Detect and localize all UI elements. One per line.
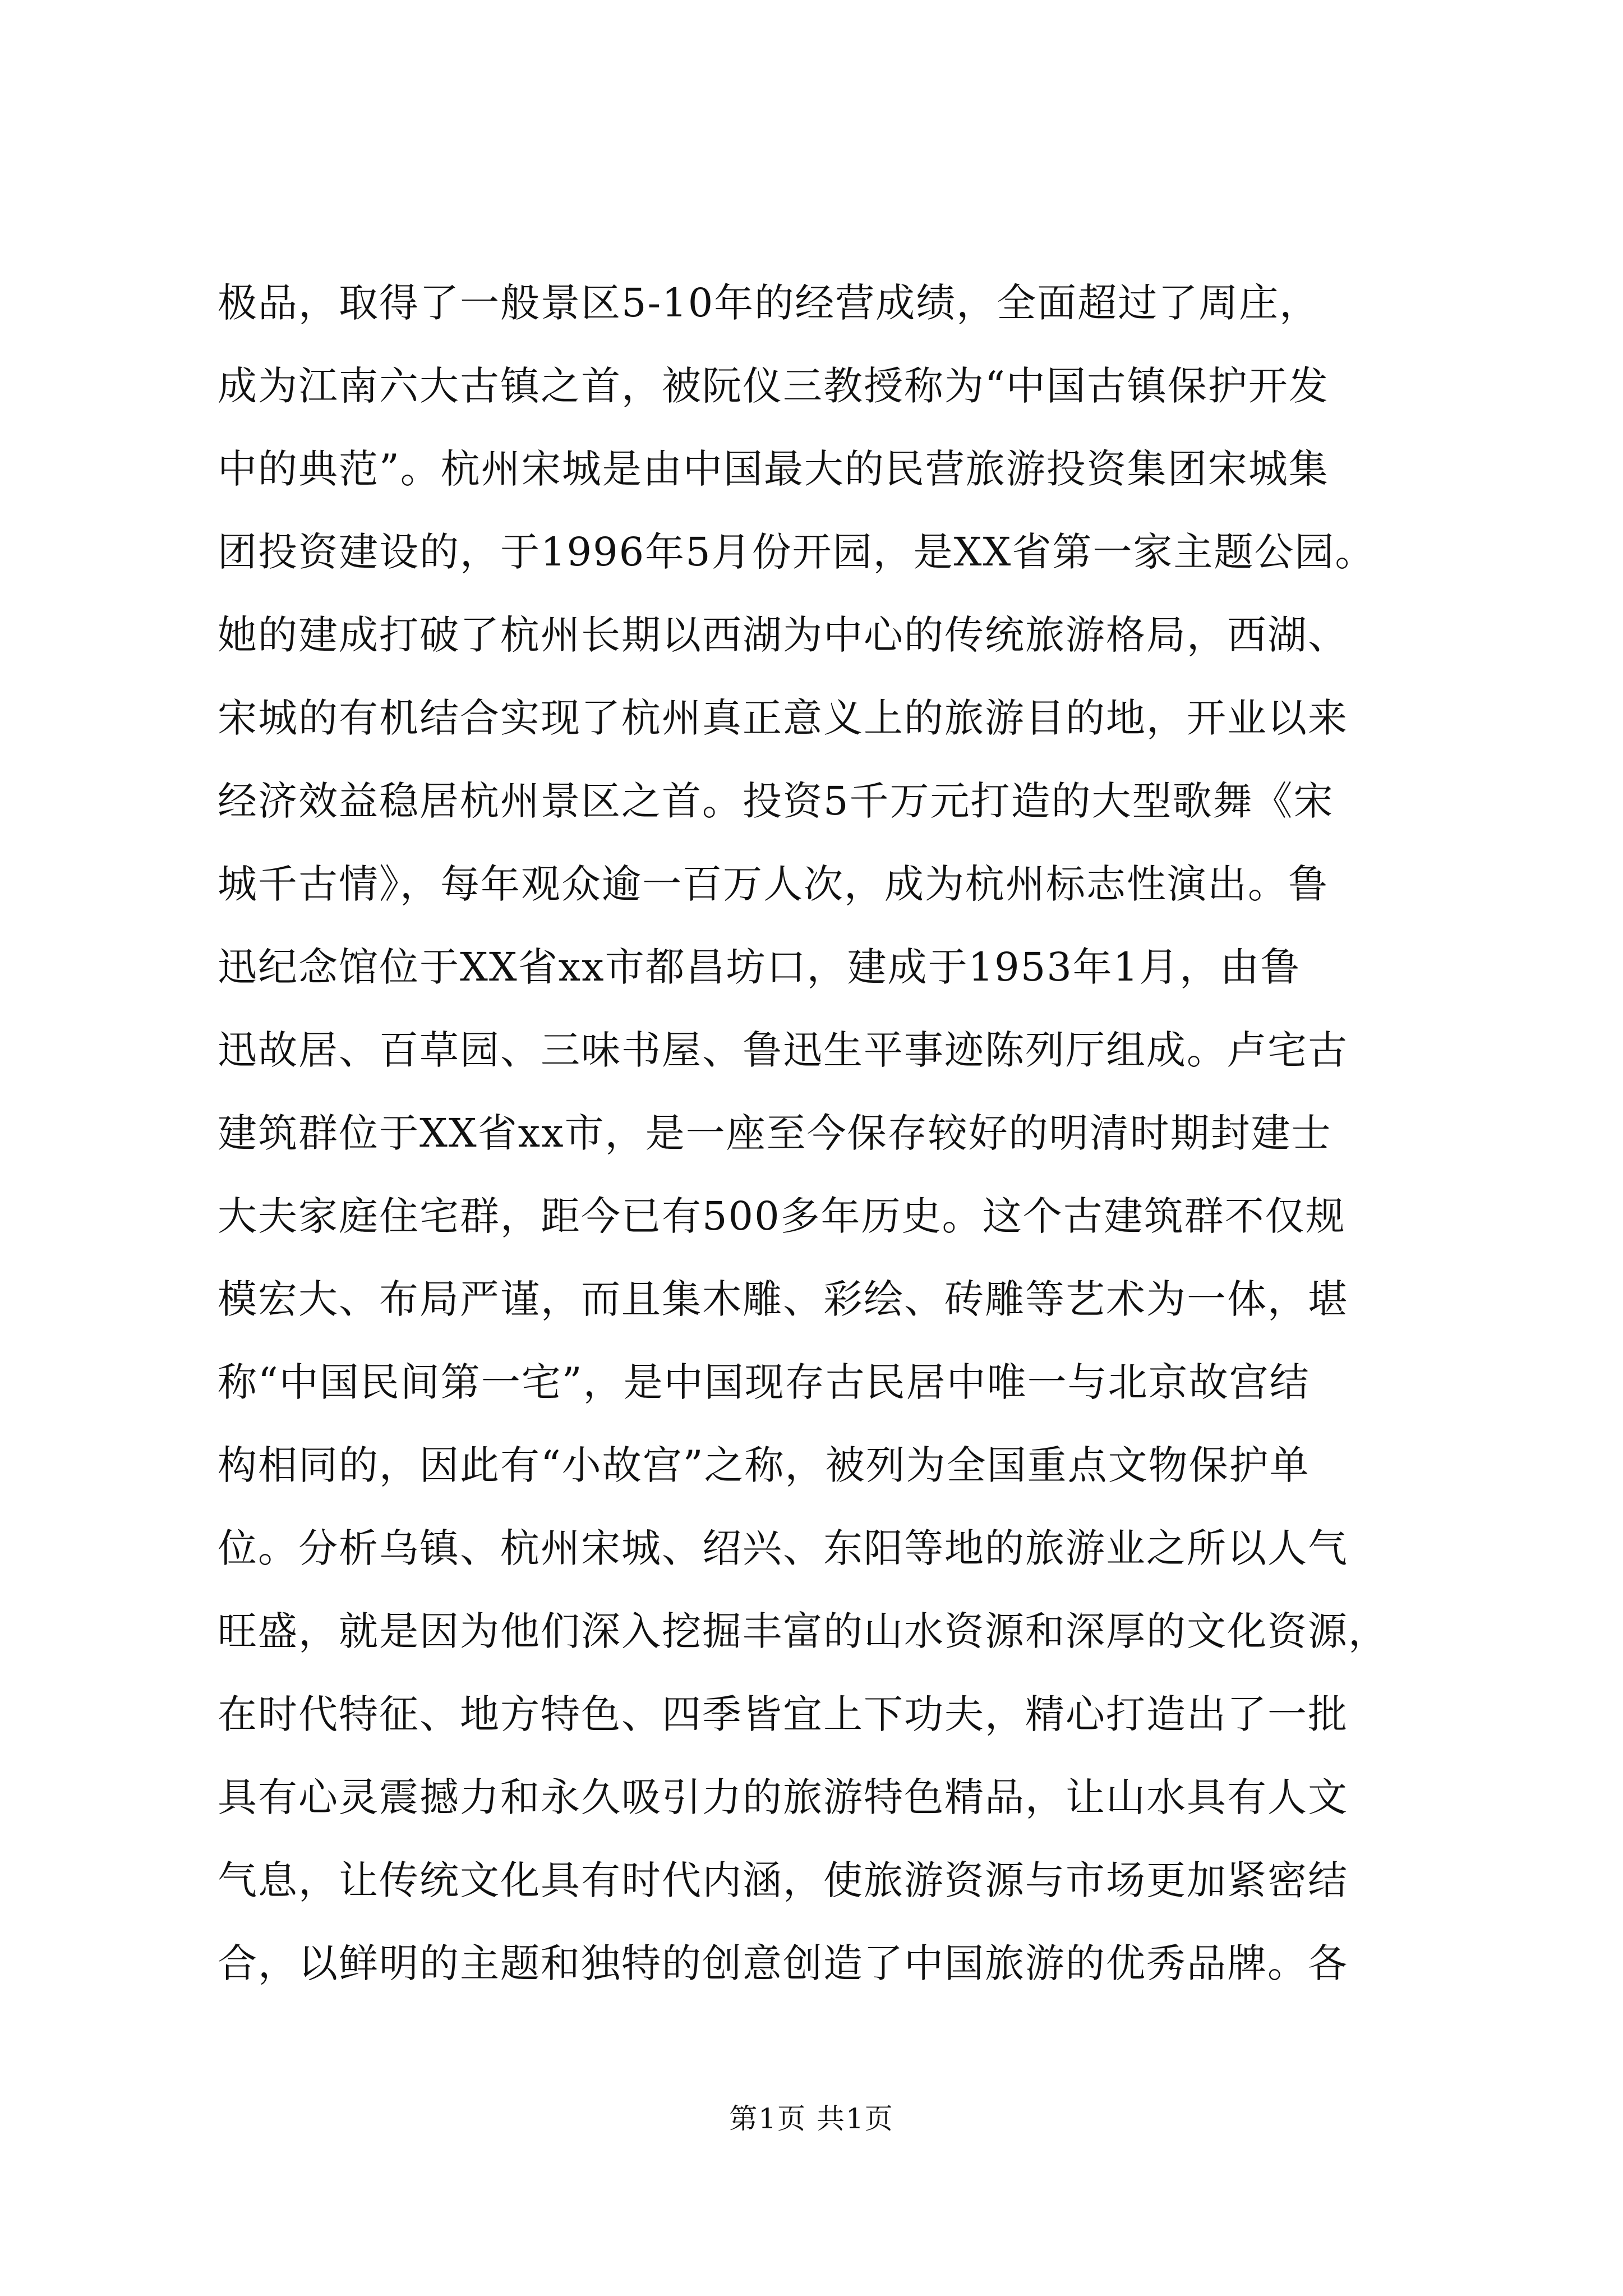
text-line: 旺盛，就是因为他们深入挖掘丰富的山水资源和深厚的文化资源， [218, 1608, 1389, 1654]
text-line: 称“中国民间第一宅”，是中国现存古民居中唯一与北京故宫结 [218, 1359, 1310, 1405]
text-line: 构相同的，因此有“小故宫”之称，被列为全国重点文物保护单 [218, 1442, 1310, 1488]
text-line: 建筑群位于XX省xx市，是一座至今保存较好的明清时期封建士 [218, 1110, 1332, 1156]
text-line: 位。分析乌镇、杭州宋城、绍兴、东阳等地的旅游业之所以人气 [218, 1525, 1348, 1571]
text-line: 中的典范”。杭州宋城是由中国最大的民营旅游投资集团宋城集 [218, 446, 1329, 492]
text-line: 迅故居、百草园、三味书屋、鲁迅生平事迹陈列厅组成。卢宅古 [218, 1027, 1348, 1073]
text-line: 团投资建设的，于1996年5月份开园，是XX省第一家主题公园。 [218, 529, 1376, 575]
text-line: 合，以鲜明的主题和独特的创意创造了中国旅游的优秀品牌。各 [218, 1940, 1348, 1986]
text-line: 具有心灵震撼力和永久吸引力的旅游特色精品，让山水具有人文 [218, 1774, 1348, 1820]
body-text [218, 261, 1429, 2005]
text-line: 经济效益稳居杭州景区之首。投资5千万元打造的大型歌舞《宋 [218, 778, 1334, 824]
text-line: 大夫家庭住宅群，距今已有500多年历史。这个古建筑群不仅规 [218, 1193, 1346, 1239]
text-line: 城千古情》，每年观众逾一百万人次，成为杭州标志性演出。鲁 [218, 861, 1329, 907]
text-line: 模宏大、布局严谨，而且集木雕、彩绘、砖雕等艺术为一体，堪 [218, 1276, 1348, 1322]
text-line: 极品，取得了一般景区5-10年的经营成绩，全面超过了周庄， [218, 280, 1320, 326]
text-line: 迅纪念馆位于XX省xx市都昌坊口，建成于1953年1月，由鲁 [218, 944, 1301, 990]
text-line: 宋城的有机结合实现了杭州真正意义上的旅游目的地，开业以来 [218, 695, 1348, 741]
text-line: 气息，让传统文化具有时代内涵，使旅游资源与市场更加紧密结 [218, 1857, 1348, 1903]
text-line: 成为江南六大古镇之首，被阮仪三教授称为“中国古镇保护开发 [218, 363, 1329, 409]
page-footer: 第1页 共1页 [729, 2102, 894, 2135]
text-line: 她的建成打破了杭州长期以西湖为中心的传统旅游格局，西湖、 [218, 612, 1348, 658]
text-line: 在时代特征、地方特色、四季皆宜上下功夫，精心打造出了一批 [218, 1691, 1348, 1737]
